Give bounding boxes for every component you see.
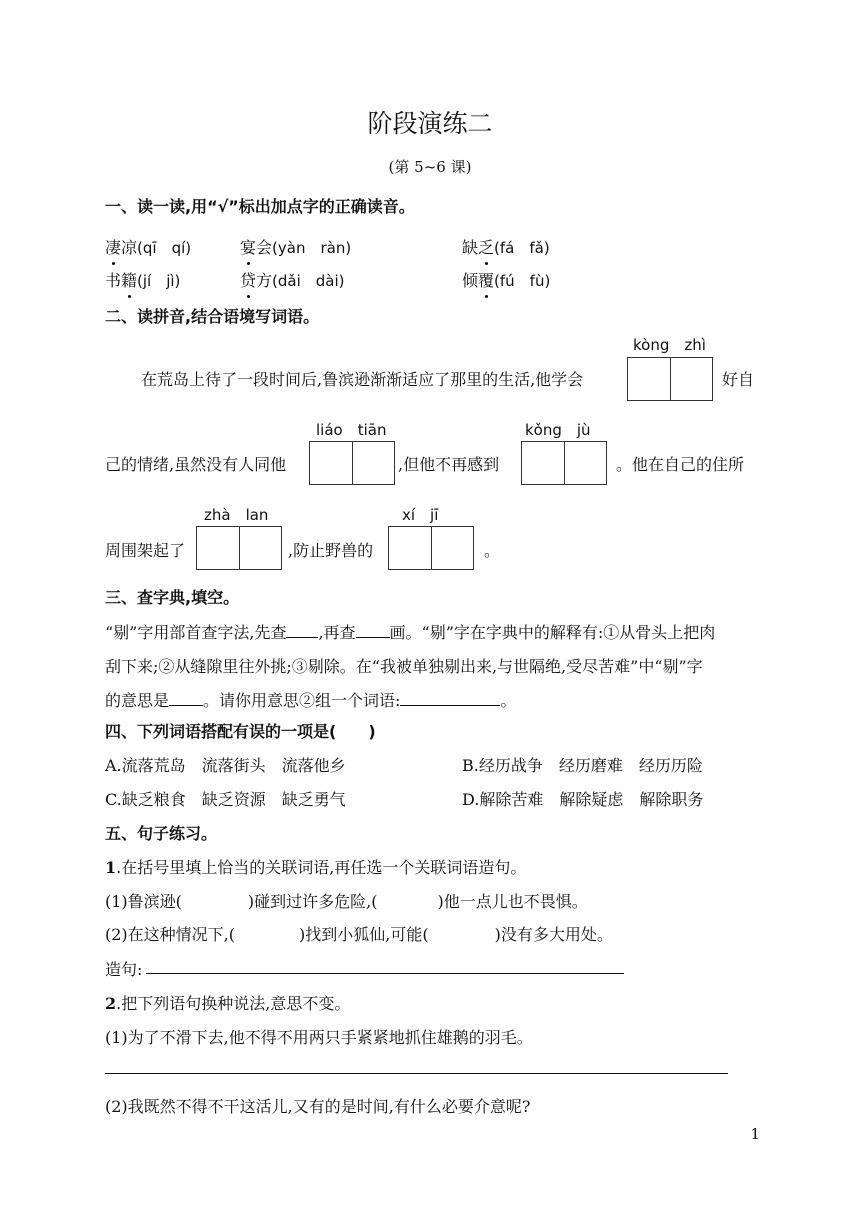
pinyin-label: zhà lan <box>204 506 269 524</box>
fill-blank[interactable] <box>356 621 390 638</box>
dotted-char: 覆 <box>478 268 494 291</box>
pinyin-label: kǒng jù <box>525 421 591 439</box>
page-subtitle: (第 5~6 课) <box>388 158 472 176</box>
pinyin-label: liáo tiān <box>316 421 387 439</box>
dotted-char: 籍 <box>121 268 137 291</box>
pinyin-label: xí jī <box>402 506 439 524</box>
section-5-heading: 五、句子练习。 <box>105 824 218 843</box>
question-2-1: (1)为了不滑下去,他不得不用两只手紧紧地抓住雄鹅的羽毛。 <box>105 1028 533 1047</box>
section-2-heading: 二、读拼音,结合语境写词语。 <box>105 307 320 326</box>
answer-line[interactable] <box>105 1073 728 1074</box>
answer-boxes[interactable] <box>627 357 713 401</box>
pinyin-options: (jí jì) <box>137 272 181 290</box>
pinyin-options: (fá fǎ) <box>494 239 550 257</box>
section-4-heading: 四、下列词语搭配有误的一项是( ) <box>105 722 376 741</box>
fill-blank[interactable] <box>286 621 318 638</box>
choice-option-d[interactable]: D.解除苦难 解除疑虑 解除职务 <box>462 790 704 809</box>
question-2: 2.把下列语句换种说法,意思不变。 <box>105 994 351 1013</box>
passage-text: 周围架起了 <box>105 541 186 560</box>
make-sentence-label: 造句: <box>105 960 143 979</box>
page-number: 1 <box>750 1125 760 1143</box>
pinyin-label: kòng zhì <box>633 336 706 354</box>
answer-boxes[interactable] <box>388 526 474 570</box>
passage-text: ,但他不再感到 <box>398 455 500 474</box>
answer-line[interactable] <box>146 973 624 974</box>
question-1-1: (1)鲁滨逊( )碰到过许多危险,( )他一点儿也不畏惧。 <box>105 892 588 911</box>
passage-text: 。 <box>484 541 501 560</box>
question-1-2: (2)在这种情况下,( )找到小狐仙,可能( )没有多大用处。 <box>105 925 613 944</box>
fill-blank[interactable] <box>400 689 500 706</box>
dotted-char: 乏 <box>478 235 494 258</box>
passage-text: ,防止野兽的 <box>288 541 374 560</box>
pronunciation-item: 宴会(yàn ràn) <box>240 235 351 258</box>
answer-boxes[interactable] <box>521 441 607 485</box>
fill-blank[interactable] <box>169 689 203 706</box>
section-3-heading: 三、查字典,填空。 <box>105 588 240 607</box>
choice-option-a[interactable]: A.流落荒岛 流落街头 流落他乡 <box>105 756 346 775</box>
passage-text: 好自 <box>722 370 755 389</box>
pronunciation-item: 缺乏(fá fǎ) <box>462 235 550 258</box>
choice-option-c[interactable]: C.缺乏粮食 缺乏资源 缺乏勇气 <box>105 790 346 809</box>
pronunciation-item: 倾覆(fú fù) <box>462 268 550 291</box>
question-1: 1.在括号里填上恰当的关联词语,再任选一个关联词语造句。 <box>105 858 527 877</box>
pinyin-options: (yàn ràn) <box>272 239 352 257</box>
passage-text: 。他在自己的住所 <box>616 455 745 474</box>
pinyin-options: (fú fù) <box>494 272 551 290</box>
answer-boxes[interactable] <box>309 441 395 485</box>
answer-boxes[interactable] <box>196 526 282 570</box>
pinyin-options: (dǎi dài) <box>272 272 345 290</box>
pronunciation-item: 书籍(jí jì) <box>105 268 180 291</box>
dictionary-question: “剔”字用部首查字法,先查 ,再查 画。“剔”字在字典中的解释有:①从骨头上把肉 <box>105 623 716 642</box>
dotted-char: 凄 <box>105 235 121 258</box>
passage-text: 在荒岛上待了一段时间后,鲁滨逊渐渐适应了那里的生活,他学会 <box>141 370 584 389</box>
section-1-heading: 一、读一读,用“√”标出加点字的正确读音。 <box>105 197 415 216</box>
page-title: 阶段演练二 <box>367 109 493 138</box>
question-2-2: (2)我既然不得不干这活儿,又有的是时间,有什么必要介意呢? <box>105 1097 531 1116</box>
pronunciation-item: 贷方(dǎi dài) <box>240 268 345 291</box>
pinyin-options: (qī qí) <box>137 239 192 257</box>
pronunciation-item: 凄凉(qī qí) <box>105 235 191 258</box>
passage-text: 己的情绪,虽然没有人同他 <box>105 455 287 474</box>
dotted-char: 宴 <box>240 235 256 258</box>
choice-option-b[interactable]: B.经历战争 经历磨难 经历历险 <box>462 756 703 775</box>
dictionary-question: 的意思是 。请你用意思②组一个词语: 。 <box>105 691 517 710</box>
dictionary-question: 刮下来;②从缝隙里往外挑;③剔除。在“我被单独剔出来,与世隔绝,受尽苦难”中“剔”字 <box>105 657 703 676</box>
dotted-char: 贷 <box>240 268 256 291</box>
